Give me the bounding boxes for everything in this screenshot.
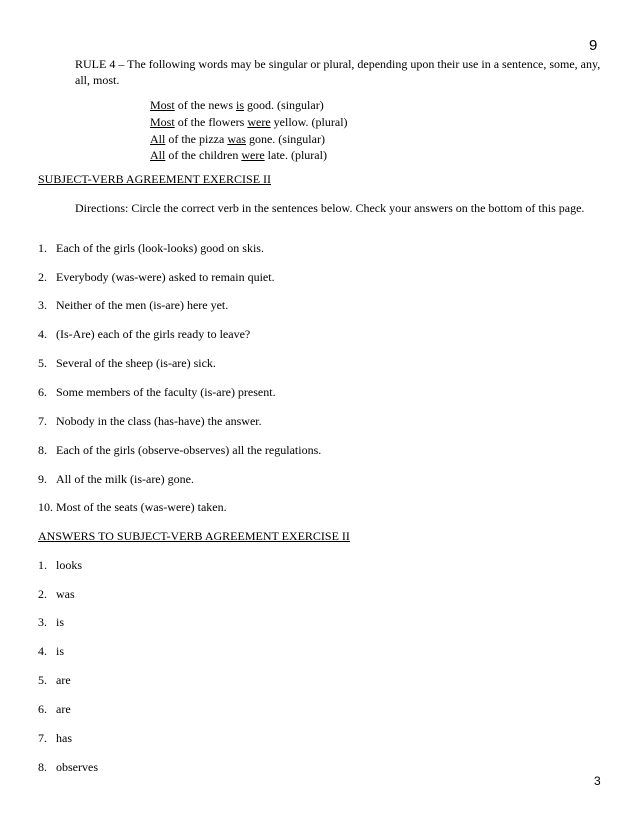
answer-item	[38, 760, 98, 775]
item-text: All of the milk (is-are) gone.	[56, 472, 194, 486]
example-middle: of the flowers	[174, 115, 248, 129]
item-number: 6.	[38, 702, 47, 716]
item-text: (Is-Are) each of the girls ready to leave?	[56, 327, 251, 341]
item-text: looks	[56, 558, 83, 572]
example-middle: of the news	[174, 98, 237, 112]
item-number: 8.	[38, 443, 47, 457]
example-subject: All	[150, 132, 166, 146]
item-text: are	[56, 673, 71, 687]
exercise-item	[38, 356, 216, 371]
example-verb: was	[227, 132, 246, 146]
exercise-item	[38, 414, 262, 429]
answers-heading: ANSWERS TO SUBJECT-VERB AGREEMENT EXERCISE II	[38, 529, 350, 543]
item-text: Each of the girls (look-looks) good on skis.	[56, 241, 264, 255]
example-rest: yellow. (plural)	[270, 115, 348, 129]
item-number: 1.	[38, 241, 47, 255]
example-verb: were	[247, 115, 271, 129]
item-text: Several of the sheep (is-are) sick.	[56, 356, 216, 370]
rule-example	[150, 148, 327, 163]
exercise-item	[38, 500, 227, 515]
item-number: 8.	[38, 760, 47, 774]
item-text: is	[56, 615, 65, 629]
item-number: 1.	[38, 558, 47, 572]
example-subject: All	[150, 148, 166, 162]
exercise-item	[38, 443, 321, 458]
item-number: 7.	[38, 414, 47, 428]
answer-item	[38, 731, 72, 746]
example-rest: gone. (singular)	[245, 132, 325, 146]
rule-4-text: RULE 4 – The following words may be singular or plural, depending upon their use in a sentence, some, any, all, most.	[75, 57, 601, 87]
item-number: 4.	[38, 644, 47, 658]
answer-item	[38, 673, 71, 688]
page-number-bottom: 3	[594, 774, 601, 788]
rule-example	[150, 115, 348, 130]
item-text: Some members of the faculty (is-are) present.	[56, 385, 276, 399]
exercise-directions: Directions: Circle the correct verb in the sentences below. Check your answers on the bottom of this page.	[75, 201, 585, 215]
example-rest: good. (singular)	[244, 98, 324, 112]
example-middle: of the pizza	[165, 132, 228, 146]
example-rest: late. (plural)	[264, 148, 327, 162]
example-subject: Most	[150, 115, 175, 129]
item-number: 5.	[38, 673, 47, 687]
answer-item	[38, 587, 75, 602]
rule-example	[150, 132, 325, 147]
item-number: 5.	[38, 356, 47, 370]
item-number: 3.	[38, 298, 47, 312]
item-text: Each of the girls (observe-observes) all the regulations.	[56, 443, 322, 457]
exercise-item	[38, 327, 250, 342]
item-number: 10.	[38, 500, 53, 514]
item-text: Everybody (was-were) asked to remain quiet.	[56, 270, 275, 284]
item-text: Nobody in the class (has-have) the answer.	[56, 414, 262, 428]
item-text: observes	[56, 760, 98, 774]
item-number: 7.	[38, 731, 47, 745]
example-verb: were	[241, 148, 265, 162]
answer-item	[38, 558, 82, 573]
exercise-item	[38, 270, 275, 285]
item-number: 3.	[38, 615, 47, 629]
exercise-item	[38, 472, 194, 487]
item-text: is	[56, 644, 65, 658]
example-subject: Most	[150, 98, 175, 112]
item-number: 6.	[38, 385, 47, 399]
item-number: 2.	[38, 587, 47, 601]
item-text: has	[56, 731, 72, 745]
answer-item	[38, 615, 64, 630]
answer-item	[38, 644, 64, 659]
exercise-item	[38, 385, 276, 400]
item-number: 2.	[38, 270, 47, 284]
item-text: Neither of the men (is-are) here yet.	[56, 298, 229, 312]
page-number-top: 9	[589, 37, 598, 54]
item-text: Most of the seats (was-were) taken.	[56, 500, 227, 514]
example-verb: is	[236, 98, 245, 112]
exercise-item	[38, 298, 228, 313]
answer-item	[38, 702, 71, 717]
exercise-item	[38, 241, 264, 256]
item-text: was	[56, 587, 75, 601]
item-number: 9.	[38, 472, 47, 486]
item-number: 4.	[38, 327, 47, 341]
example-middle: of the children	[165, 148, 242, 162]
exercise-heading: SUBJECT-VERB AGREEMENT EXERCISE II	[38, 172, 272, 186]
item-text: are	[56, 702, 71, 716]
rule-example	[150, 98, 324, 113]
